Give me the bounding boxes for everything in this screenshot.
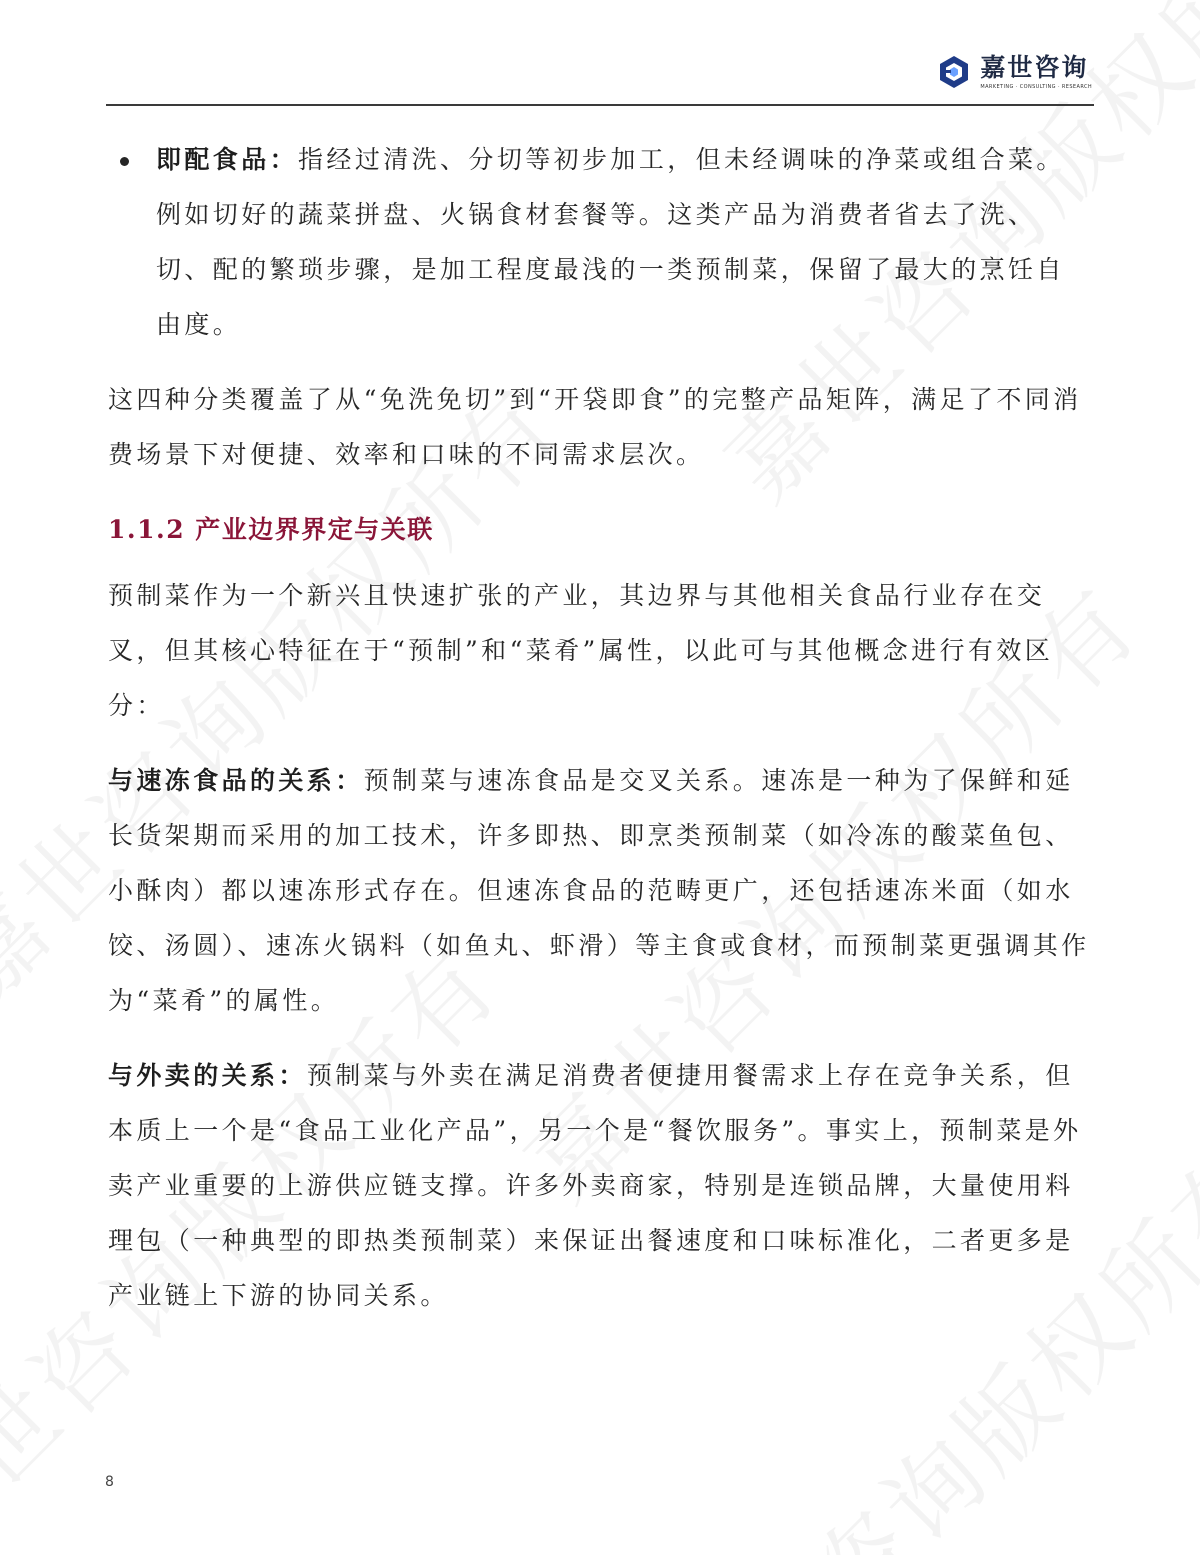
summary-paragraph: 这四种分类覆盖了从“免洗免切”到“开袋即食”的完整产品矩阵，满足了不同消费场景下对便捷、效率和口味的不同需求层次。: [108, 385, 1082, 469]
bullet-text: 指经过清洗、分切等初步加工，但未经调味的净菜或组合菜。例如切好的蔬菜拼盘、火锅食材套餐等。这类产品为消费者省去了洗、切、配的繁琐步骤，是加工程度最浅的一类预制菜，保留了最大的烹饪自由度。: [156, 145, 1065, 339]
document-body: [108, 128, 1093, 1323]
page-header: [106, 40, 1094, 106]
logo-tagline: MARKETING · CONSULTING · RESEARCH: [980, 84, 1092, 90]
bullet-icon: [120, 157, 129, 166]
delivery-term: 与外卖的关系：: [108, 1061, 307, 1090]
bullet-item: [108, 132, 1093, 352]
company-logo: [936, 54, 1092, 90]
frozen-food-paragraph: [108, 753, 1093, 1028]
section-heading: 1.1.2 产业边界界定与关联: [108, 515, 434, 544]
page-number: 8: [105, 1474, 114, 1490]
frozen-food-term: 与速冻食品的关系：: [108, 766, 364, 795]
delivery-text: 预制菜与外卖在满足消费者便捷用餐需求上存在竞争关系，但本质上一个是“食品工业化产品”，另一个是“餐饮服务”。事实上，预制菜是外卖产业重要的上游供应链支撑。许多外卖商家，特别是连锁品牌，大量使用料理包（一种典型的即热类预制菜）来保证出餐速度和口味标准化，二者更多是产业链上下游的协同关系。: [108, 1061, 1082, 1310]
frozen-food-text: 预制菜与速冻食品是交叉关系。速冻是一种为了保鲜和延长货架期而采用的加工技术，许多即热、即烹类预制菜（如冷冻的酸菜鱼包、小酥肉）都以速冻形式存在。但速冻食品的范畴更广，还包括速冻米面（如水饺、汤圆）、速冻火锅料（如鱼丸、虾滑）等主食或食材，而预制菜更强调其作为“菜肴”的属性。: [108, 766, 1090, 1015]
jiashi-logo-icon: [936, 54, 972, 90]
bullet-term: 即配食品：: [156, 145, 299, 174]
delivery-paragraph: [108, 1048, 1093, 1323]
logo-name: 嘉世咨询: [980, 53, 1089, 82]
intro-paragraph: 预制菜作为一个新兴且快速扩张的产业，其边界与其他相关食品行业存在交叉，但其核心特征在于“预制”和“菜肴”属性，以此可与其他概念进行有效区分：: [108, 581, 1054, 720]
